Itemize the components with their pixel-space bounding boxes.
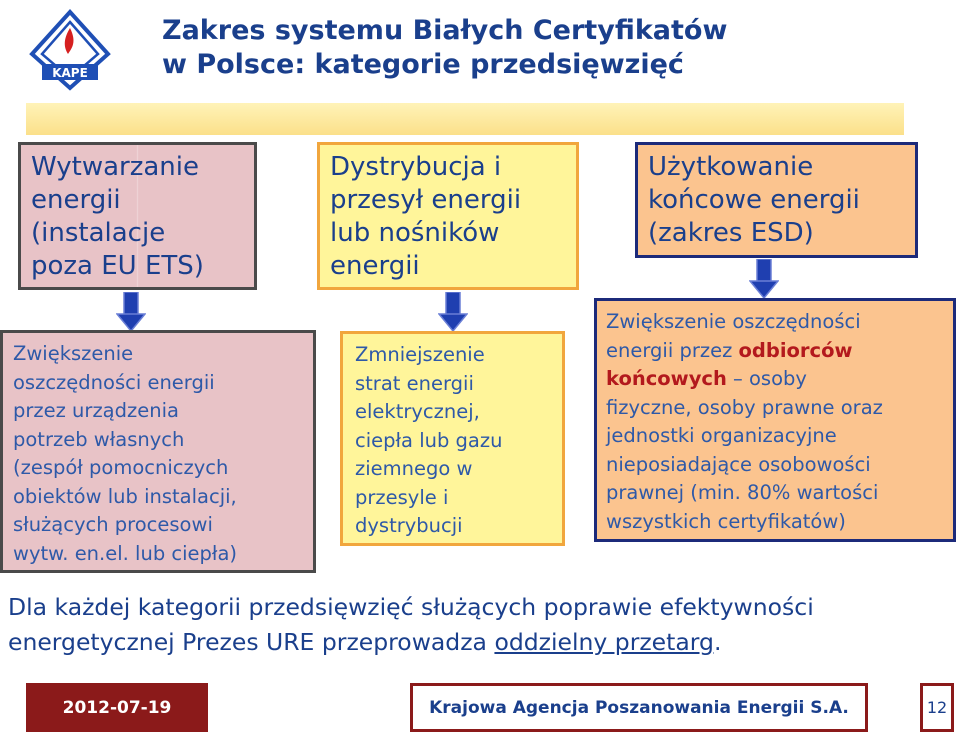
detail-line: (zespół pomocniczych bbox=[13, 456, 229, 479]
detail-line: przez urządzenia bbox=[13, 399, 179, 422]
emphasis-text: końcowych bbox=[606, 367, 727, 390]
flame-icon bbox=[65, 28, 74, 54]
category-line: energii bbox=[330, 251, 420, 281]
detail-line: wytw. en.el. lub ciepła) bbox=[13, 541, 238, 565]
detail-line: potrzeb własnych bbox=[13, 427, 185, 451]
category-line: (instalacje bbox=[31, 218, 166, 248]
detail-line: elektrycznej, bbox=[355, 400, 480, 423]
category-production-box bbox=[18, 142, 257, 290]
footnote-text: energetycznej Prezes URE przeprowadza bbox=[8, 628, 495, 656]
title-line-1: Zakres systemu Białych Certyfikatów bbox=[162, 15, 728, 46]
detail-line: strat energii bbox=[355, 371, 474, 395]
detail-line: obiektów lub instalacji, bbox=[13, 484, 237, 508]
detail-line: prawnej (min. 80% wartości bbox=[606, 481, 879, 504]
detail-line: przesyle i bbox=[355, 485, 449, 509]
detail-line bbox=[606, 365, 944, 394]
kape-logo bbox=[20, 6, 120, 92]
category-line: lub nośników bbox=[330, 218, 500, 248]
detail-line: nieposiadające osobowości bbox=[606, 452, 871, 476]
detail-line: Zmniejszenie bbox=[355, 343, 485, 366]
category-line: poza EU ETS) bbox=[31, 251, 204, 281]
detail-line: ciepła lub gazu bbox=[355, 428, 503, 452]
detail-line: jednostki organizacyjne bbox=[606, 424, 837, 447]
detail-text: – osoby bbox=[726, 367, 807, 390]
category-line: przesył energii bbox=[330, 185, 522, 215]
category-line: Użytkowanie bbox=[648, 152, 814, 182]
title-line-2: w Polsce: kategorie przedsięwzięć bbox=[162, 49, 684, 80]
footnote-underlined-text: oddzielny przetarg bbox=[494, 628, 714, 656]
category-line: energii bbox=[31, 185, 121, 215]
footnote-line-1: Dla każdej kategorii przedsięwzięć służących poprawie efektywności bbox=[8, 593, 814, 621]
detail-line: dystrybucji bbox=[355, 514, 463, 537]
arrow-down-icon bbox=[438, 292, 468, 332]
category-line: (zakres ESD) bbox=[648, 218, 814, 248]
detail-text: energii przez bbox=[606, 338, 739, 362]
detail-enduse-box bbox=[594, 298, 956, 542]
arrow-down-icon bbox=[749, 259, 779, 299]
detail-line: służących procesowi bbox=[13, 513, 213, 536]
detail-line: oszczędności energii bbox=[13, 370, 215, 394]
footnote-line-2 bbox=[8, 625, 953, 660]
footnote bbox=[8, 590, 953, 660]
detail-production-box bbox=[0, 330, 316, 573]
footer-page-number: 12 bbox=[920, 683, 954, 732]
detail-line: fizyczne, osoby prawne oraz bbox=[606, 395, 883, 419]
arrow-down-icon bbox=[116, 292, 146, 332]
category-line: Dystrybucja i bbox=[330, 152, 502, 182]
detail-line: ziemnego w bbox=[355, 457, 473, 480]
logo-text: KAPE bbox=[52, 66, 88, 80]
detail-line: wszystkich certyfikatów) bbox=[606, 509, 846, 533]
detail-distribution-box bbox=[340, 331, 565, 546]
detail-line: Zwiększenie bbox=[13, 342, 134, 365]
detail-line: Zwiększenie oszczędności bbox=[606, 310, 861, 333]
detail-line bbox=[606, 337, 944, 366]
category-line: Wytwarzanie bbox=[31, 152, 199, 182]
category-line: końcowe energii bbox=[648, 185, 860, 215]
page-title bbox=[162, 14, 942, 82]
footer-date: 2012-07-19 bbox=[26, 683, 208, 732]
category-enduse-box bbox=[635, 142, 918, 258]
emphasis-text: odbiorców bbox=[738, 338, 853, 362]
footer-organization: Krajowa Agencja Poszanowania Energii S.A. bbox=[410, 683, 868, 732]
footnote-text: . bbox=[713, 628, 722, 656]
category-distribution-box bbox=[317, 142, 579, 290]
header-band bbox=[26, 103, 904, 135]
